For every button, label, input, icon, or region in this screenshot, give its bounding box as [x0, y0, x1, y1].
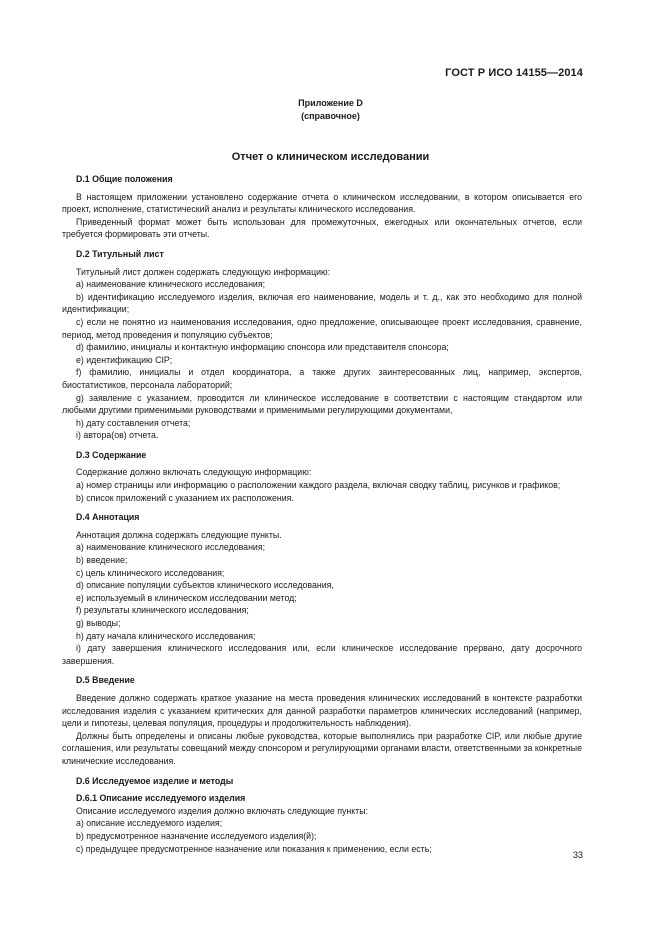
list-item: e) используемый в клиническом исследовании метод;: [76, 592, 297, 603]
list-item: h) дату начала клинического исследования;: [76, 630, 256, 641]
list-item: b) введение;: [76, 555, 128, 566]
list-item: a) номер страницы или информацию о расположении каждого раздела, включая сводку таблиц, рисунков и графиков;: [76, 480, 561, 491]
list-item: h) дату составления отчета;: [76, 417, 191, 428]
paragraph: Содержание должно включать следующую информацию:: [76, 467, 312, 478]
section-heading-d2: D.2 Титульный лист: [76, 248, 164, 259]
section-heading-d5: D.5 Введение: [76, 675, 135, 686]
section-heading-d4: D.4 Аннотация: [76, 512, 140, 523]
appendix-block: [0, 97, 661, 123]
list-item: a) наименование клинического исследования;: [76, 542, 266, 553]
list-item: b) список приложений с указанием их расположения.: [76, 492, 294, 503]
section-heading-d6: D.6 Исследуемое изделие и методы: [76, 775, 234, 786]
paragraph: Описание исследуемого изделия должно включать следующие пункты:: [76, 805, 368, 816]
list-item: d) описание популяции субъектов клинического исследования,: [76, 580, 334, 591]
subsection-heading-d6-1: D.6.1 Описание исследуемого изделия: [76, 793, 246, 804]
paragraph: Введение должно содержать краткое указание на места проведения клинических исследований в контексте разработки исследования изделия с указанием критических для данной разработки параметров клинических исследований (например, цели и гипотезы, целевая популяция, процедуры и продолжительность наблюдения).: [62, 692, 582, 729]
list-item: a) наименование клинического исследования;: [76, 279, 266, 290]
document-code: ГОСТ Р ИСО 14155—2014: [445, 67, 583, 79]
list-item: a) описание исследуемого изделия;: [76, 818, 223, 829]
list-item: c) если не понятно из наименования исследования, одно предложение, описывающее проект исследования, сравнение, период, метод проведения и популяцию субъектов;: [62, 316, 582, 340]
list-item: d) фамилию, инициалы и контактную информацию спонсора или представителя спонсора;: [76, 342, 449, 353]
list-item: f) фамилию, инициалы и отдел координатора, а также других заинтересованных лиц, например, экспертов, биостатистиков, персонала лабораторий;: [62, 367, 582, 390]
paragraph: Аннотация должна содержать следующие пункты.: [76, 529, 282, 540]
document-body: [62, 173, 582, 855]
paragraph: В настоящем приложении установлено содержание отчета о клиническом исследовании, в котором описывается его проект, исполнение, статистический анализ и результаты клинического исследования.: [62, 191, 582, 215]
list-item: i) дату завершения клинического исследования или, если клиническое исследование прервано, дату досрочного завершения.: [62, 643, 582, 666]
paragraph: Приведенный формат может быть использован для промежуточных, ежегодных или окончательных отчетов, если требуется формировать эти отчеты.: [62, 216, 582, 240]
page-number: 33: [572, 850, 583, 860]
list-item: c) цель клинического исследования;: [76, 567, 225, 578]
list-item: g) заявление с указанием, проводится ли клиническое исследование в соответствии с настоящим стандартом или любыми другими применимыми руководствами и применимыми регулирующими документами,: [62, 392, 582, 416]
section-heading-d1: D.1 Общие положения: [76, 174, 173, 184]
list-item: g) выводы;: [76, 618, 121, 628]
list-item: i) автора(ов) отчета.: [76, 430, 159, 441]
paragraph: Титульный лист должен содержать следующую информацию:: [76, 266, 331, 277]
list-item: e) идентификацию CIP;: [76, 354, 173, 365]
list-item: b) предусмотренное назначение исследуемого изделия(й);: [76, 830, 317, 841]
list-item: f) результаты клинического исследования;: [76, 605, 249, 616]
section-heading-d3: D.3 Содержание: [76, 449, 147, 460]
list-item: c) предыдущее предусмотренное назначение или показания к применению, если есть;: [76, 843, 432, 854]
list-item: b) идентификацию исследуемого изделия, включая его наименование, модель и т. д., как это необходимо для полной идентификации;: [62, 291, 582, 315]
appendix-title: Приложение D: [298, 98, 363, 108]
appendix-subtitle: (справочное): [301, 111, 360, 121]
paragraph: Должны быть определены и описаны любые руководства, которые выполнялись при разработке CIP, или любые другие соглашения, или результаты совещаний между спонсором и регулирующими органами власти, ответственными за конкретные клинические исследования.: [62, 730, 582, 766]
document-title: Отчет о клиническом исследовании: [231, 151, 430, 163]
